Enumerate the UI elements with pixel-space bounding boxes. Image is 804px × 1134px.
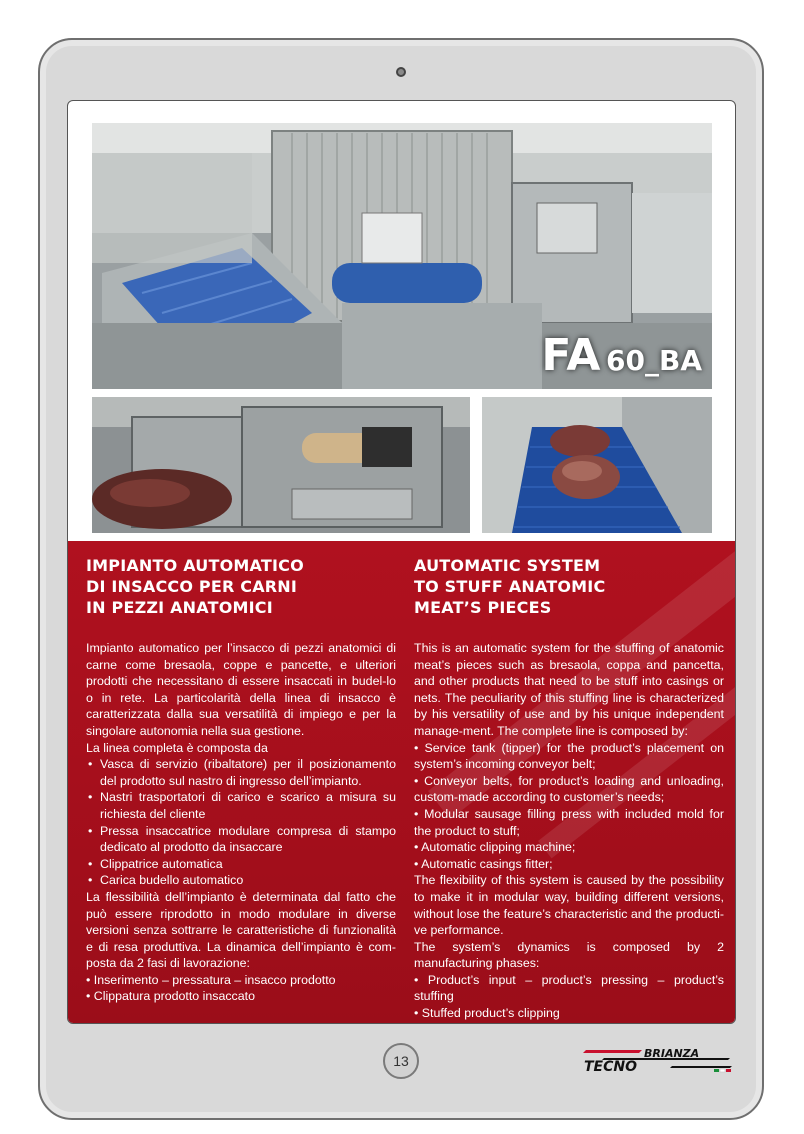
camera-icon [396, 67, 406, 77]
list-item: • Vasca di servizio (ribaltatore) per il posizionamento del prodotto sul nastro di ingresso dell’impianto. [86, 756, 396, 789]
list-item: • Automatic casings fitter; [414, 856, 553, 871]
model-label-small: 60_BA [606, 344, 702, 377]
english-column [414, 555, 724, 1022]
list-item: • Carica budello automatico [86, 872, 396, 889]
heading-line: IN PEZZI ANATOMICI [86, 598, 273, 617]
tecno-brianza-logo [582, 1048, 736, 1074]
list-item: • Automatic clipping machine; [414, 840, 576, 855]
component-list [414, 740, 724, 873]
english-heading [414, 555, 724, 618]
heading-line: AUTOMATIC SYSTEM [414, 556, 601, 575]
logo-bottom-text: TECNO [584, 1059, 638, 1074]
model-label [541, 330, 702, 381]
list-item: • Conveyor belts, for product’s loading and unloading, custom-made according to customer’s needs; [414, 773, 724, 805]
component-list [86, 756, 396, 889]
description-panel [68, 541, 735, 1023]
model-label-big: FA [541, 330, 601, 381]
flexibility-paragraph: La flessibilità dell’impianto è determinata dal fatto che può essere riprodotto in modo modulare in diverse versioni senza sottrarre le caratteristiche di funzionalità e di resa produttiva. La dinamica dell’impianto è com-posta da 2 fasi di lavorazione: [86, 889, 396, 971]
list-item: • Clippatrice automatica [86, 856, 396, 873]
heading-line: DI INSACCO PER CARNI [86, 577, 298, 596]
intro-paragraph: Impianto automatico per l’insacco di pezzi anatomici di carne come bresaola, coppe e pancette, e ulteriori prodotti che necessitano di essere insaccati in budel-lo o in rete. La particolarità della linea di insacco è caratterizzata dalla sua versatilità di impiego e per la singolare autonomia nella sua gestione. [86, 641, 396, 738]
heading-line: MEAT’S PIECES [414, 598, 552, 617]
press-detail-photo [92, 397, 470, 533]
italian-column [86, 555, 396, 1005]
page-number: 13 [383, 1043, 419, 1079]
flexibility-paragraph: The flexibility of this system is caused by the possibility to make it in modular way, building different versions, without lose the feature’s characteristic and the producti-ve performance. [414, 873, 724, 938]
italian-heading [86, 555, 396, 618]
list-item: • Clippatura prodotto insaccato [86, 989, 255, 1004]
list-item: • Inserimento – pressatura – insacco prodotto [86, 972, 336, 987]
english-body [414, 640, 724, 1022]
list-item: • Service tank (tipper) for the product’s placement on system’s incoming conveyor belt; [414, 740, 724, 772]
italian-body [86, 640, 396, 1005]
intro-paragraph: This is an automatic system for the stuffing of anatomic meat’s pieces such as bresaola, coppa and pancetta, and other products that need to be stuff into casings or nets. The peculiarity of this stuffing line is characterized by his versatility of use and by his unique independent manage-ment. The complete line is composed by: [414, 641, 724, 738]
list-item: • Modular sausage filling press with included mold for the product to stuff; [414, 806, 724, 838]
list-item: • Nastri trasportatori di carico e scarico a misura su richiesta del cliente [86, 789, 396, 822]
heading-line: IMPIANTO AUTOMATICO [86, 556, 304, 575]
heading-line: TO STUFF ANATOMIC [414, 577, 606, 596]
phase-list [414, 972, 724, 1022]
page-screen [67, 100, 736, 1024]
dynamics-paragraph: The system’s dynamics is composed by 2 manufacturing phases: [414, 939, 724, 971]
phase-list [86, 972, 396, 1005]
list-item: • Stuffed product’s clipping [414, 1006, 560, 1021]
list-item: • Product’s input – product’s pressing – product’s stuffing [414, 972, 724, 1004]
list-intro: La linea completa è composta da [86, 740, 268, 755]
list-item: • Pressa insaccatrice modulare compresa di stampo dedicato al prodotto da insaccare [86, 823, 396, 856]
main-machine-photo [92, 123, 712, 389]
logo-top-text: BRIANZA [644, 1048, 700, 1060]
conveyor-detail-photo [482, 397, 712, 533]
